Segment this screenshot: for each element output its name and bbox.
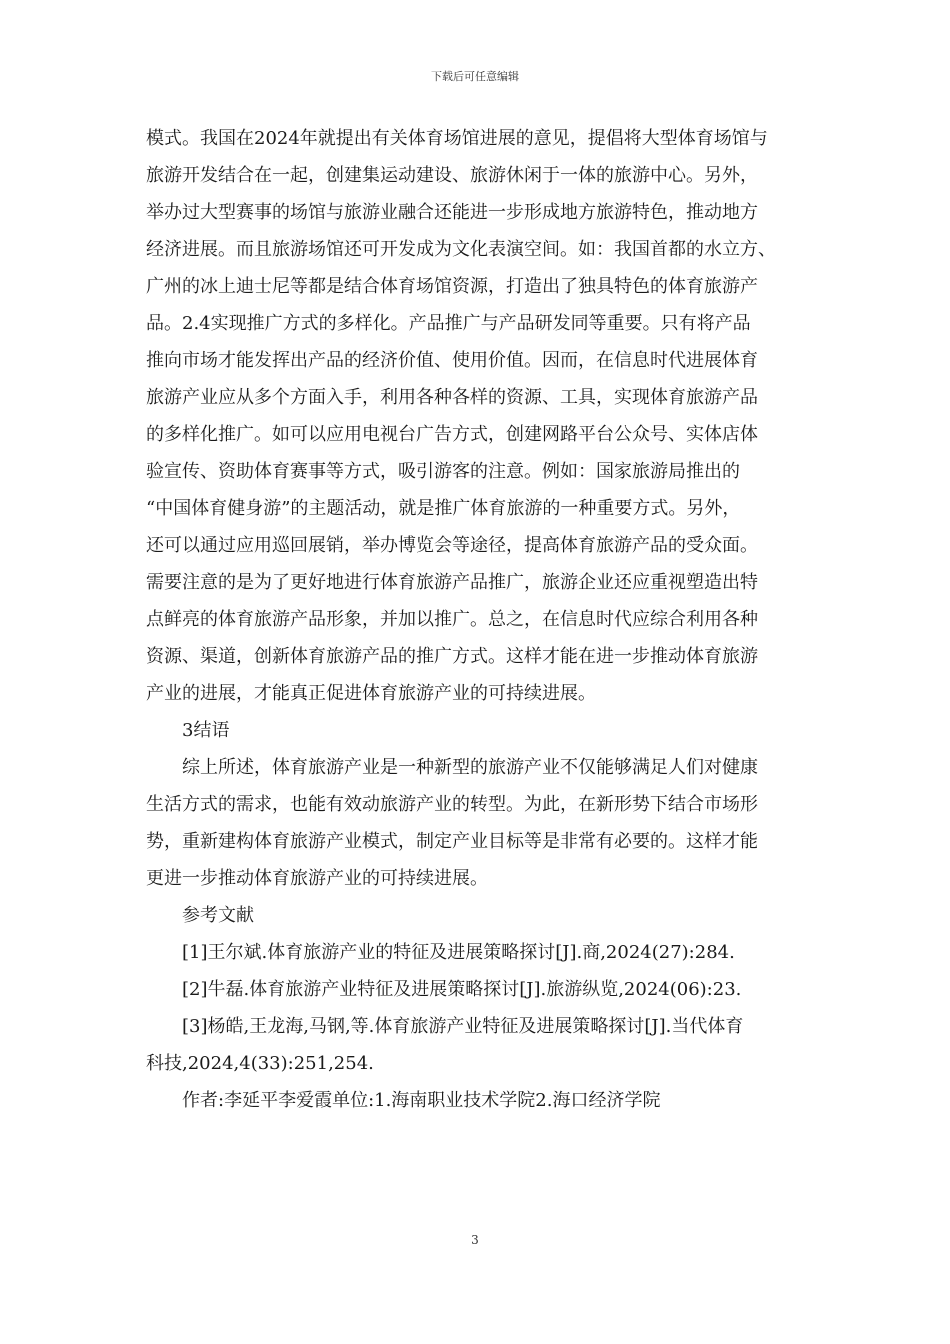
reference-continuation: 科技,2024,4(33):251,254.: [146, 1053, 374, 1074]
conclusion-line: 势，重新建构体育旅游产业模式，制定产业目标等是非常有必要的。这样才能: [146, 831, 758, 852]
header-note: 下载后可任意编辑: [431, 70, 519, 83]
reference-item: [3]杨皓,王龙海,马钢,等.体育旅游产业特征及进展策略探讨[J].当代体育: [182, 1016, 744, 1037]
body-line: 资源、渠道，创新体育旅游产品的推广方式。这样才能在进一步推动体育旅游: [146, 646, 758, 667]
conclusion-line: 更进一步推动体育旅游产业的可持续进展。: [146, 868, 488, 889]
body-line: 的多样化推广。如可以应用电视台广告方式，创建网路平台公众号、实体店体: [146, 424, 758, 445]
body-line: 模式。我国在2024年就提出有关体育场馆进展的意见，提倡将大型体育场馆与: [146, 128, 768, 149]
body-line: 点鲜亮的体育旅游产品形象，并加以推广。总之，在信息时代应综合利用各种: [146, 609, 758, 630]
section-heading: 3结语: [182, 720, 230, 741]
conclusion-line: 生活方式的需求，也能有效动旅游产业的转型。为此，在新形势下结合市场形: [146, 794, 758, 815]
body-line: 经济进展。而且旅游场馆还可开发成为文化表演空间。如：我国首都的水立方、: [146, 239, 776, 260]
body-line: 验宣传、资助体育赛事等方式，吸引游客的注意。例如：国家旅游局推出的: [146, 461, 740, 482]
author-line: 作者:李延平李爱霞单位:1.海南职业技术学院2.海口经济学院: [182, 1090, 661, 1111]
body-line: 还可以通过应用巡回展销，举办博览会等途径，提高体育旅游产品的受众面。: [146, 535, 758, 556]
references-heading: 参考文献: [182, 905, 254, 926]
body-line: 品。2.4实现推广方式的多样化。产品推广与产品研发同等重要。只有将产品: [146, 313, 751, 334]
reference-item: [1]王尔斌.体育旅游产业的特征及进展策略探讨[J].商,2024(27):284.: [182, 942, 735, 963]
body-line: 举办过大型赛事的场馆与旅游业融合还能进一步形成地方旅游特色，推动地方: [146, 202, 758, 223]
reference-item: [2]牛磊.体育旅游产业特征及进展策略探讨[J].旅游纵览,2024(06):23.: [182, 979, 742, 1000]
page-number: 3: [471, 1233, 479, 1247]
body-line: 产业的进展，才能真正促进体育旅游产业的可持续进展。: [146, 683, 596, 704]
body-line: “中国体育健身游”的主题活动，就是推广体育旅游的一种重要方式。另外，: [146, 498, 741, 519]
body-line: 广州的冰上迪士尼等都是结合体育场馆资源，打造出了独具特色的体育旅游产: [146, 276, 758, 297]
body-line: 推向市场才能发挥出产品的经济价值、使用价值。因而，在信息时代进展体育: [146, 350, 758, 371]
conclusion-line: 综上所述，体育旅游产业是一种新型的旅游产业不仅能够满足人们对健康: [182, 757, 758, 778]
body-line: 旅游开发结合在一起，创建集运动建设、旅游休闲于一体的旅游中心。另外，: [146, 165, 758, 186]
body-line: 需要注意的是为了更好地进行体育旅游产品推广，旅游企业还应重视塑造出特: [146, 572, 758, 593]
body-line: 旅游产业应从多个方面入手，利用各种各样的资源、工具，实现体育旅游产品: [146, 387, 758, 408]
document-body: [146, 120, 816, 1119]
